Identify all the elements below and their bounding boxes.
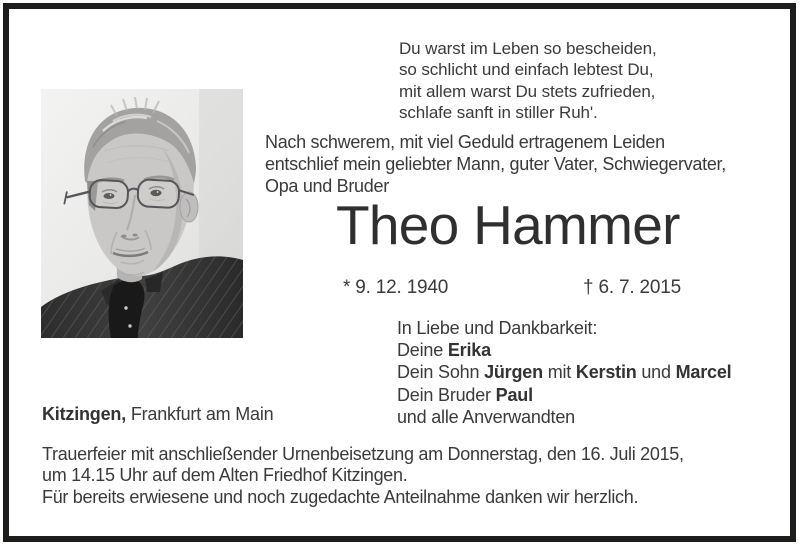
ear: [180, 192, 198, 222]
place-secondary: Frankfurt am Main: [130, 404, 274, 424]
mourners-line-brother: [397, 384, 731, 406]
funeral-line: Trauerfeier mit anschließender Urnenbeisetzung am Donnerstag, den 16. Juli 2015,: [42, 444, 684, 464]
shirt-button: [128, 324, 131, 327]
brother-name: Paul: [495, 384, 533, 405]
grandson-name: Marcel: [675, 362, 732, 383]
funeral-line: um 14.15 Uhr auf dem Alten Friedhof Kitzingen.: [42, 465, 408, 486]
brother-prefix: Dein Bruder: [397, 384, 491, 405]
announcement-line: Opa und Bruder: [265, 176, 389, 196]
poem-line: Du warst im Leben so bescheiden,: [399, 39, 657, 58]
daughter-in-law-name: Kerstin: [575, 362, 637, 383]
announcement-line: entschlief mein geliebter Mann, guter Vater, Schwiegervater,: [265, 154, 726, 174]
mourners-closing: und alle Anverwandten: [397, 406, 575, 427]
funeral-line: Für bereits erwiesene und noch zugedachte Anteilnahme danken wir herzlich.: [42, 486, 639, 507]
mourners-heading: In Liebe und Dankbarkeit:: [397, 318, 598, 338]
place-primary: Kitzingen,: [42, 404, 126, 424]
mourners-line-wife: [397, 339, 731, 361]
mourners-line-son: [397, 361, 731, 383]
funeral-info: [42, 444, 684, 508]
wife-name: Erika: [447, 340, 491, 361]
memorial-poem: [399, 38, 657, 124]
portrait-photo: [41, 89, 243, 338]
son-name: Jürgen: [484, 362, 543, 383]
poem-line: mit allem warst Du stets zufrieden,: [399, 81, 656, 101]
announcement-line: Nach schwerem, mit viel Geduld ertragenem Leiden: [265, 132, 665, 152]
deceased-name: Theo Hammer: [336, 194, 680, 256]
and-word: und: [641, 362, 671, 383]
shirt-button: [124, 306, 127, 309]
death-date: † 6. 7. 2015: [583, 277, 681, 298]
mourners-list: [397, 317, 731, 428]
wife-prefix: Deine: [397, 340, 444, 361]
birth-date: * 9. 12. 1940: [343, 277, 449, 298]
poem-line: so schlicht und einfach lebtest Du,: [399, 60, 654, 80]
son-prefix: Dein Sohn: [397, 362, 480, 383]
announcement-text: [265, 131, 726, 197]
portrait-illustration: [41, 89, 243, 338]
son-connector: mit: [547, 362, 572, 383]
poem-line: schlafe sanft in stiller Ruh'.: [399, 103, 598, 123]
places-line: [42, 404, 273, 425]
